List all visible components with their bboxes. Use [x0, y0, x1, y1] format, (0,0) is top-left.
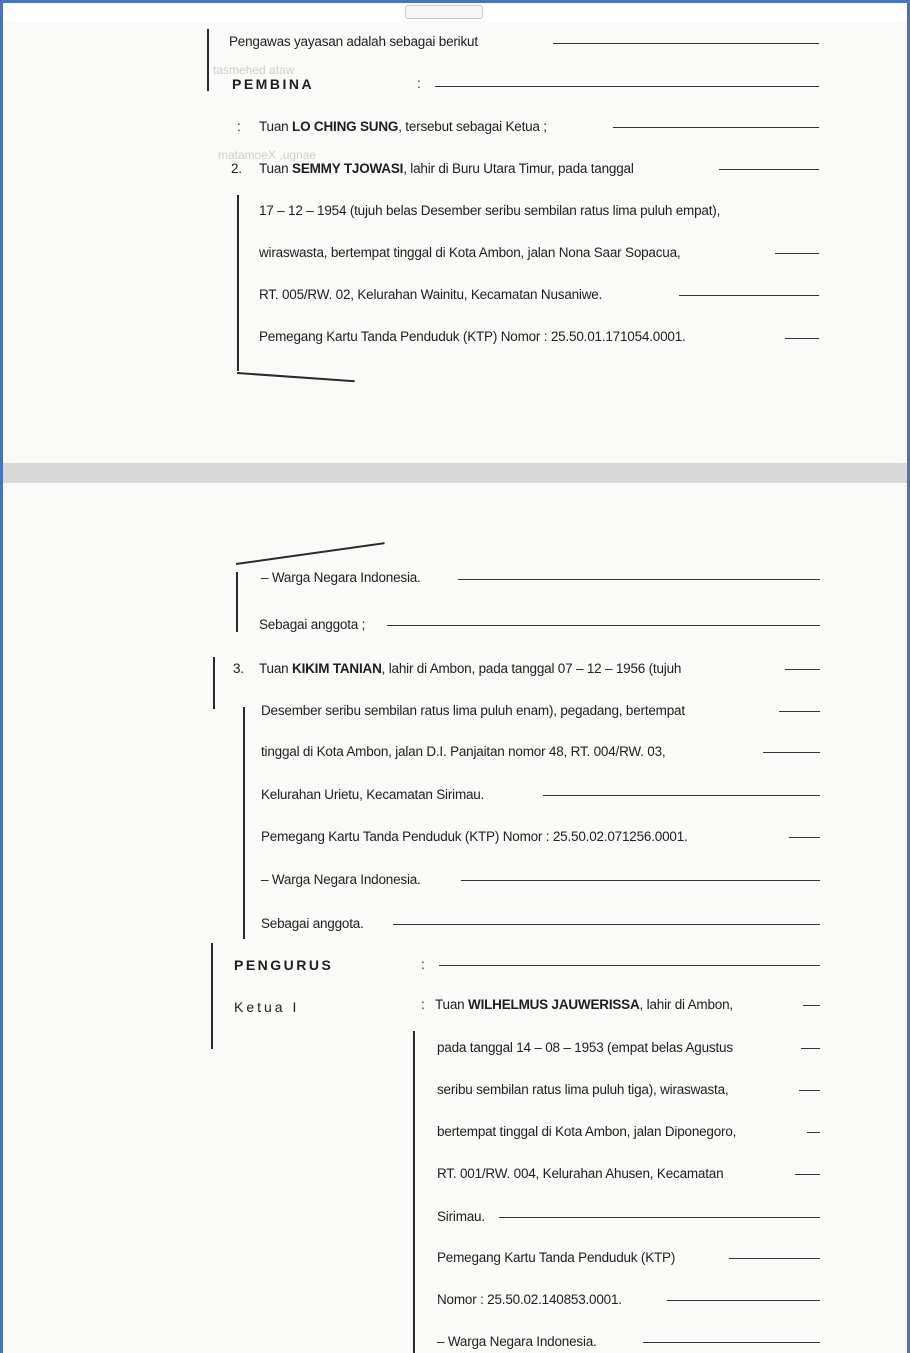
- document-page-2: [3, 483, 907, 1353]
- fill-line: [795, 1174, 820, 1175]
- page-gap: [3, 463, 907, 483]
- ketua-line: – Warga Negara Indonesia.: [437, 1334, 597, 1349]
- item3-line: tinggal di Kota Ambon, jalan D.I. Panjaitan nomor 48, RT. 004/RW. 03,: [261, 744, 666, 759]
- ketua-line: RT. 001/RW. 004, Kelurahan Ahusen, Kecamatan: [437, 1166, 724, 1181]
- bleed-through-text: tasmehed ataw: [213, 63, 295, 77]
- margin-bracket: [207, 29, 209, 91]
- margin-bracket: [211, 943, 213, 1049]
- fill-line: [387, 625, 820, 626]
- item3-line: Kelurahan Urietu, Kecamatan Sirimau.: [261, 787, 485, 802]
- fill-line: [779, 711, 820, 712]
- fill-line: [799, 1090, 820, 1091]
- fill-line: [763, 752, 820, 753]
- item3-line: Pemegang Kartu Tanda Penduduk (KTP) Nomor : 25.50.02.071256.0001.: [261, 829, 688, 844]
- item2-line: wiraswasta, bertempat tinggal di Kota Ambon, jalan Nona Saar Sopacua,: [259, 245, 681, 260]
- fill-line: [461, 880, 820, 881]
- citizenship-text: – Warga Negara Indonesia.: [261, 570, 421, 585]
- item2-line: 17 – 12 – 1954 (tujuh belas Desember seribu sembilan ratus lima puluh empat),: [259, 203, 721, 218]
- fill-line: [775, 253, 819, 254]
- fill-line: [679, 295, 819, 296]
- ketua-line: Sirimau.: [437, 1209, 485, 1224]
- viewer-toolbar: [3, 3, 907, 22]
- item2-line: RT. 005/RW. 02, Kelurahan Wainitu, Kecamatan Nusaniwe.: [259, 287, 603, 302]
- item2-marker: 2.: [231, 161, 242, 176]
- fill-line: [393, 924, 820, 925]
- ketua-label: Ketua I: [234, 999, 300, 1015]
- fill-line: [439, 965, 820, 966]
- pembina-label: PEMBINA: [232, 76, 315, 92]
- item2-text: Tuan SEMMY TJOWASI, lahir di Buru Utara Timur, pada tanggal: [259, 161, 634, 176]
- margin-bracket: [236, 542, 385, 564]
- pengurus-colon: :: [421, 957, 425, 972]
- pembina-colon: :: [417, 76, 421, 91]
- fill-line: [435, 86, 819, 87]
- intro-text: Pengawas yayasan adalah sebagai berikut: [229, 34, 478, 49]
- item3-text: Tuan KIKIM TANIAN, lahir di Ambon, pada tanggal 07 – 12 – 1956 (tujuh: [259, 661, 682, 676]
- fill-line: [719, 169, 819, 170]
- fill-line: [667, 1300, 820, 1301]
- page-navigation-tab[interactable]: [405, 5, 483, 19]
- fill-line: [643, 1342, 820, 1343]
- item3-line: Desember seribu sembilan ratus lima puluh enam), pegadang, bertempat: [261, 703, 685, 718]
- item1-marker: :: [237, 119, 241, 134]
- fill-line: [789, 837, 820, 838]
- item3-line: – Warga Negara Indonesia.: [261, 872, 421, 887]
- ketua-name: WILHELMUS JAUWERISSA: [468, 997, 640, 1012]
- fill-line: [803, 1005, 820, 1006]
- item2-name: SEMMY TJOWASI: [292, 161, 404, 176]
- fill-line: [801, 1048, 820, 1049]
- fill-line: [613, 127, 819, 128]
- item3-line: Sebagai anggota.: [261, 916, 364, 931]
- ketua-line: pada tanggal 14 – 08 – 1953 (empat belas Agustus: [437, 1040, 733, 1055]
- bleed-through-text: matamoeX ,ugnae: [218, 148, 317, 162]
- fill-line: [785, 669, 820, 670]
- ketua-line: Nomor : 25.50.02.140853.0001.: [437, 1292, 622, 1307]
- fill-line: [553, 43, 819, 44]
- fill-line: [543, 795, 820, 796]
- member-text: Sebagai anggota ;: [259, 617, 366, 632]
- pengurus-label: PENGURUS: [234, 957, 334, 973]
- fill-line: [458, 579, 820, 580]
- fill-line: [499, 1217, 820, 1218]
- ketua-colon: :: [421, 997, 425, 1012]
- fill-line: [729, 1258, 820, 1259]
- margin-bracket: [237, 195, 239, 371]
- margin-bracket: [243, 707, 245, 939]
- ketua-line: Pemegang Kartu Tanda Penduduk (KTP): [437, 1250, 676, 1265]
- fill-line: [807, 1132, 820, 1133]
- item1-text: Tuan LO CHING SUNG, tersebut sebagai Ketua ;: [259, 119, 547, 134]
- fill-line: [785, 338, 819, 339]
- ketua-text: Tuan WILHELMUS JAUWERISSA, lahir di Ambon,: [435, 997, 733, 1012]
- ketua-line: seribu sembilan ratus lima puluh tiga), wiraswasta,: [437, 1082, 729, 1097]
- item3-name: KIKIM TANIAN: [292, 661, 382, 676]
- item3-marker: 3.: [233, 661, 244, 676]
- margin-bracket: [237, 372, 355, 382]
- item1-name: LO CHING SUNG: [292, 119, 399, 134]
- ketua-line: bertempat tinggal di Kota Ambon, jalan Diponegoro,: [437, 1124, 737, 1139]
- document-page-1: [3, 21, 907, 463]
- margin-bracket: [236, 572, 238, 632]
- item2-line: Pemegang Kartu Tanda Penduduk (KTP) Nomor : 25.50.01.171054.0001.: [259, 329, 686, 344]
- margin-bracket: [213, 657, 215, 709]
- margin-bracket: [413, 1031, 415, 1353]
